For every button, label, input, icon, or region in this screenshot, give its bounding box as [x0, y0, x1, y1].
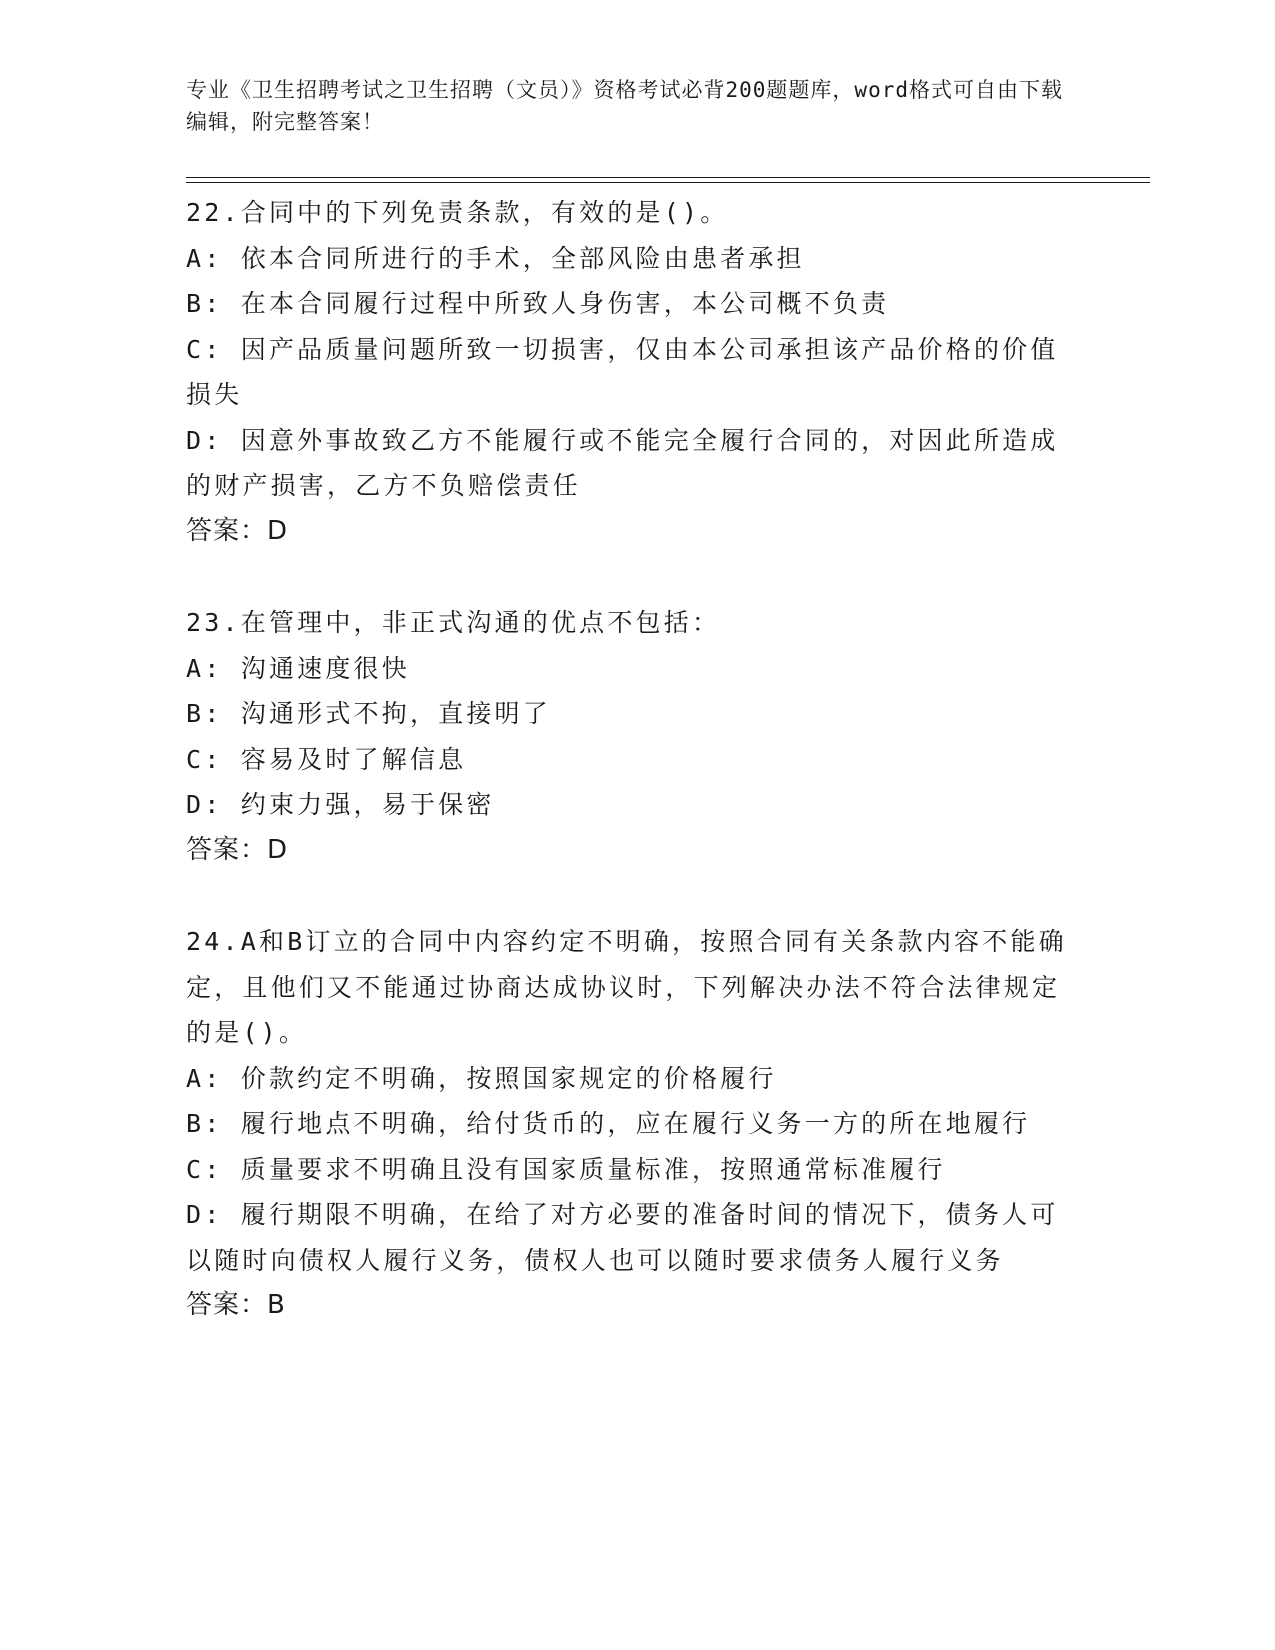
question-list	[186, 190, 1076, 1329]
option-d: D: 履行期限不明确，在给了对方必要的准备时间的情况下，债务人可以随时向债权人履行义务，债权人也可以随时要求债务人履行义务	[186, 1200, 1059, 1275]
answer-line: 答案：D	[186, 834, 289, 865]
option-b: B: 在本合同履行过程中所致人身伤害，本公司概不负责	[186, 289, 890, 318]
option-a: A: 依本合同所进行的手术，全部风险由患者承担	[186, 243, 805, 273]
option-d: D: 约束力强，易于保密	[186, 790, 495, 819]
question-22	[186, 190, 1076, 554]
document-header: 专业《卫生招聘考试之卫生招聘（文员）》资格考试必背200题题库，word格式可自由下载编辑，附完整答案！	[186, 78, 1063, 134]
header-rule-top	[186, 177, 1150, 178]
option-d: D: 因意外事故致乙方不能履行或不能完全履行合同的，对因此所造成的财产损害，乙方不负赔偿责任	[186, 425, 1059, 500]
question-stem: 24.A和B订立的合同中内容约定不明确，按照合同有关条款内容不能确定，且他们又不能通过协商达成协议时，下列解决办法不符合法律规定的是()。	[186, 927, 1067, 1047]
option-a: A: 价款约定不明确，按照国家规定的价格履行	[186, 1063, 777, 1093]
option-a: A: 沟通速度很快	[186, 653, 410, 683]
answer-line: 答案：D	[186, 515, 289, 546]
question-24	[186, 919, 1076, 1329]
question-stem: 22.合同中的下列免责条款，有效的是()。	[186, 198, 729, 227]
question-stem: 23.在管理中，非正式沟通的优点不包括：	[186, 608, 721, 637]
answer-line: 答案：B	[186, 1290, 286, 1320]
option-b: B: 沟通形式不拘，直接明了	[186, 699, 551, 728]
option-c: C: 容易及时了解信息	[186, 744, 467, 774]
option-c: C: 质量要求不明确且没有国家质量标准，按照通常标准履行	[186, 1154, 946, 1184]
header-rule-bottom	[186, 182, 1150, 183]
option-b: B: 履行地点不明确，给付货币的，应在履行义务一方的所在地履行	[186, 1109, 1031, 1138]
question-23	[186, 600, 1076, 873]
option-c: C: 因产品质量问题所致一切损害，仅由本公司承担该产品价格的价值损失	[186, 334, 1059, 409]
